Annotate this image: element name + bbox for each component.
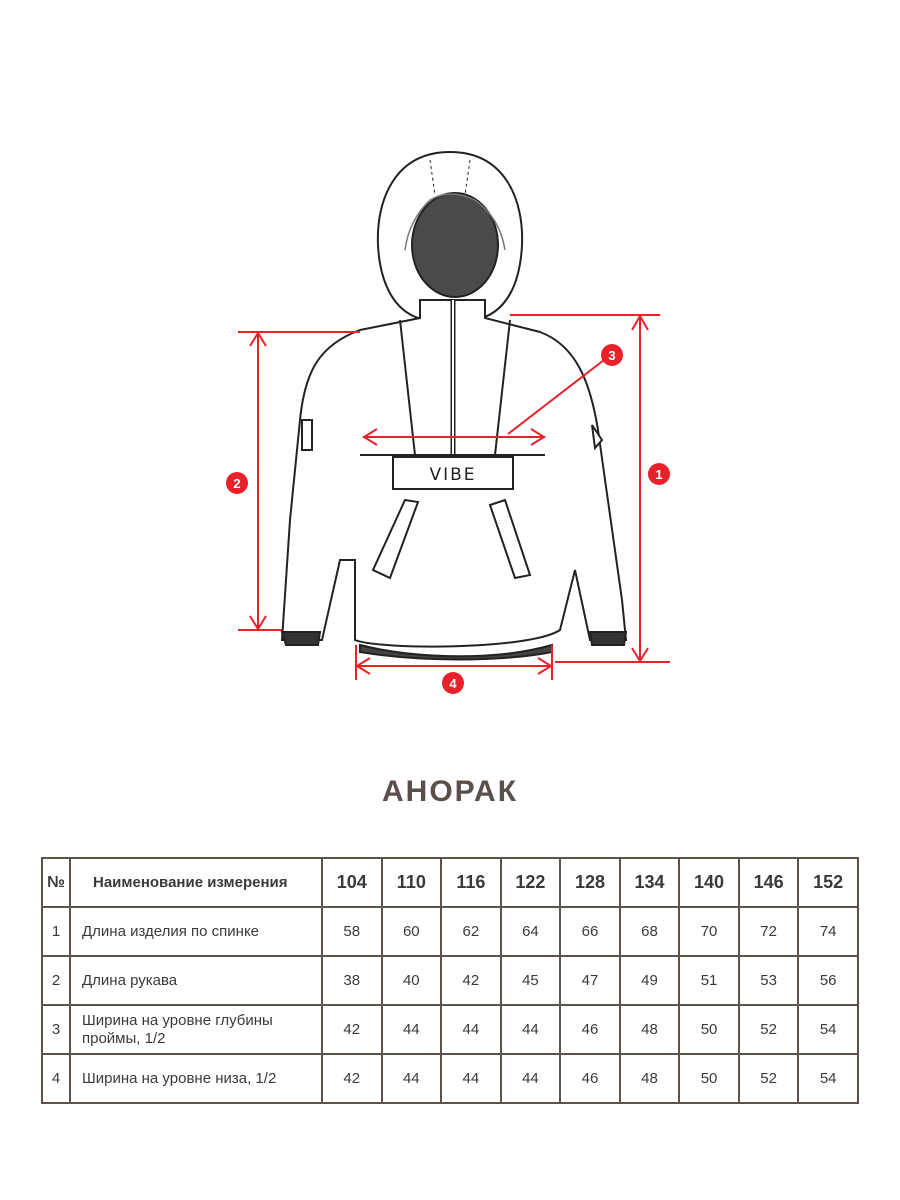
table-cell: 68	[620, 907, 680, 956]
header-size: 140	[679, 858, 739, 907]
table-cell: 51	[679, 956, 739, 1005]
table-cell: 50	[679, 1054, 739, 1103]
table-cell: 46	[560, 1005, 620, 1054]
table-row	[42, 1054, 858, 1103]
table-row	[42, 907, 858, 956]
table-cell: 44	[501, 1005, 561, 1054]
header-size: 134	[620, 858, 680, 907]
anorak-sketch	[282, 152, 626, 660]
table-cell: 40	[382, 956, 442, 1005]
table-cell: 74	[798, 907, 858, 956]
header-number: №	[42, 858, 70, 907]
table-cell: 44	[441, 1005, 501, 1054]
header-measurement-name: Наименование измерения	[70, 858, 322, 907]
marker-1	[648, 463, 670, 485]
table-cell: 44	[441, 1054, 501, 1103]
table-cell: 44	[501, 1054, 561, 1103]
header-size: 152	[798, 858, 858, 907]
header-size: 104	[322, 858, 382, 907]
table-cell: 62	[441, 907, 501, 956]
marker-3-label: 3	[608, 348, 616, 363]
row-number: 1	[42, 907, 70, 956]
product-title: АНОРАК	[381, 775, 518, 808]
table-cell: 38	[322, 956, 382, 1005]
marker-2-label: 2	[233, 476, 241, 491]
table-cell: 46	[560, 1054, 620, 1103]
row-measurement-name: Длина изделия по спинке	[70, 907, 322, 956]
table-cell: 48	[620, 1054, 680, 1103]
table-cell: 42	[441, 956, 501, 1005]
header-size: 110	[382, 858, 442, 907]
table-header-row	[42, 858, 858, 907]
marker-2	[226, 472, 248, 494]
marker-4	[442, 672, 464, 694]
table-cell: 42	[322, 1054, 382, 1103]
table-cell: 52	[739, 1005, 799, 1054]
marker-1-label: 1	[655, 467, 663, 482]
row-number: 3	[42, 1005, 70, 1054]
row-measurement-name: Ширина на уровне низа, 1/2	[70, 1054, 322, 1103]
table-cell: 44	[382, 1005, 442, 1054]
marker-3	[601, 344, 623, 366]
size-chart-table	[41, 857, 859, 1104]
marker-4-label: 4	[449, 676, 457, 691]
table-cell: 49	[620, 956, 680, 1005]
table-row	[42, 1005, 858, 1054]
table-cell: 56	[798, 956, 858, 1005]
row-number: 2	[42, 956, 70, 1005]
table-cell: 50	[679, 1005, 739, 1054]
table-cell: 70	[679, 907, 739, 956]
table-cell: 66	[560, 907, 620, 956]
row-measurement-name: Длина рукава	[70, 956, 322, 1005]
table-cell: 52	[739, 1054, 799, 1103]
sleeve-tab-left	[302, 420, 312, 450]
header-size: 128	[560, 858, 620, 907]
table-cell: 42	[322, 1005, 382, 1054]
cuff-left	[282, 632, 320, 645]
table-cell: 54	[798, 1054, 858, 1103]
table-cell: 72	[739, 907, 799, 956]
table-cell: 60	[382, 907, 442, 956]
table-cell: 45	[501, 956, 561, 1005]
table-cell: 48	[620, 1005, 680, 1054]
row-measurement-name: Ширина на уровне глубины проймы, 1/2	[70, 1005, 322, 1054]
header-size: 122	[501, 858, 561, 907]
brand-label: VIBE	[429, 465, 477, 485]
table-cell: 44	[382, 1054, 442, 1103]
table-cell: 64	[501, 907, 561, 956]
table-cell: 53	[739, 956, 799, 1005]
row-number: 4	[42, 1054, 70, 1103]
table-cell: 58	[322, 907, 382, 956]
header-size: 116	[441, 858, 501, 907]
header-size: 146	[739, 858, 799, 907]
cuff-right	[590, 632, 626, 645]
table-cell: 54	[798, 1005, 858, 1054]
table-row	[42, 956, 858, 1005]
table-cell: 47	[560, 956, 620, 1005]
